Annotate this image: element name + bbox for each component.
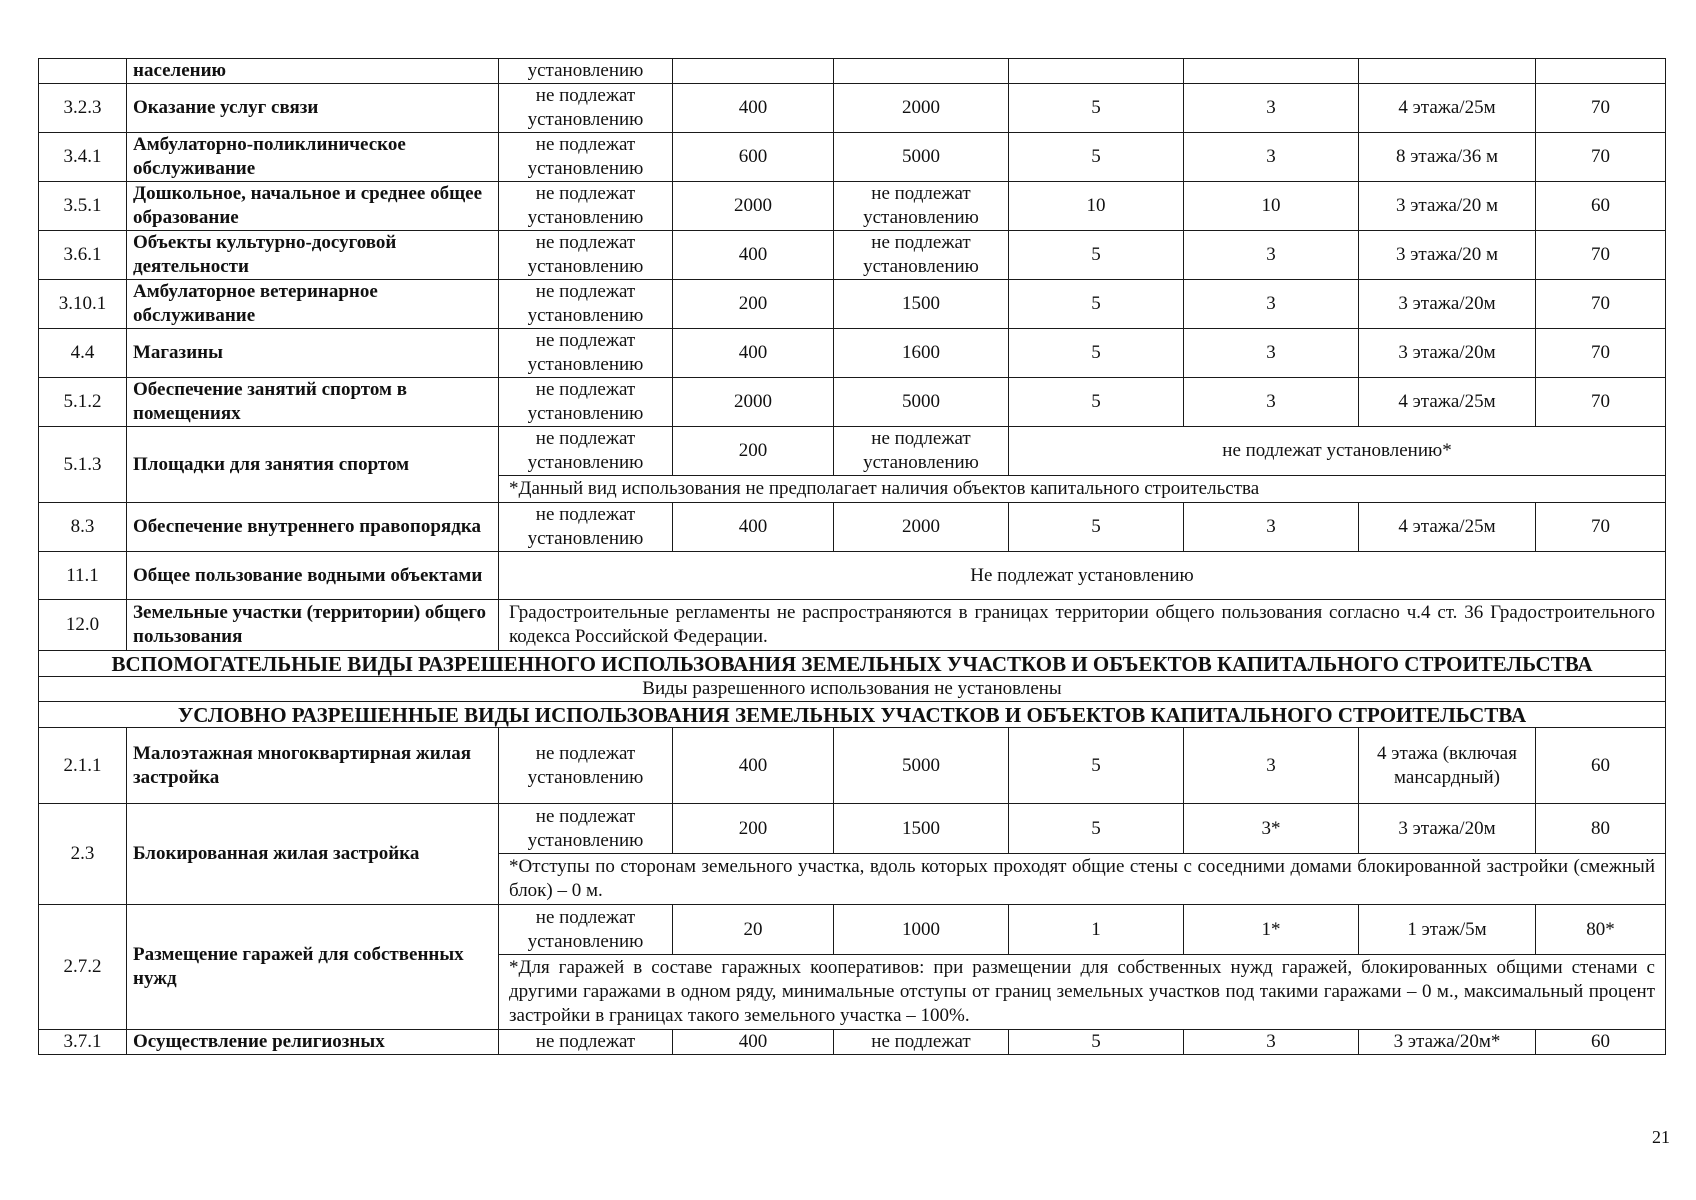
max-area-cell: 5000 (834, 378, 1009, 427)
setback-front-cell: 5 (1009, 84, 1184, 133)
setback-side-cell: 3 (1184, 503, 1359, 552)
setback-side-cell: 3 (1184, 133, 1359, 182)
row-code: 3.2.3 (39, 84, 127, 133)
coverage-cell: 70 (1536, 503, 1666, 552)
row-code: 2.1.1 (39, 728, 127, 804)
section-title-conditional: УСЛОВНО РАЗРЕШЕННЫЕ ВИДЫ ИСПОЛЬЗОВАНИЯ ЗЕМЕЛЬНЫХ УЧАСТКОВ И ОБЪЕКТОВ КАПИТАЛЬНОГО СТРОИТЕЛЬСТВА (39, 702, 1666, 728)
section-header-row (39, 651, 1666, 677)
row-name: Обеспечение занятий спортом в помещениях (127, 378, 499, 427)
height-cell: 8 этажа/36 м (1359, 133, 1536, 182)
row-name: Малоэтажная многоквартирная жилая застройка (127, 728, 499, 804)
setback-front-cell: 5 (1009, 378, 1184, 427)
min-width-cell: установлению (499, 59, 673, 84)
row-code (39, 59, 127, 84)
coverage-cell (1536, 59, 1666, 84)
row-code: 11.1 (39, 552, 127, 600)
min-area-cell (673, 59, 834, 84)
height-cell: 1 этаж/5м (1359, 905, 1536, 955)
merged-params-cell: Градостроительные регламенты не распространяются в границах территории общего пользования согласно ч.4 ст. 36 Градостроительного кодекса Российской Федерации. (499, 600, 1666, 651)
row-code: 2.3 (39, 804, 127, 905)
max-area-cell: 2000 (834, 503, 1009, 552)
min-width-cell: не подлежат установлению (499, 231, 673, 280)
section-note: Виды разрешенного использования не установлены (39, 677, 1666, 702)
coverage-cell: 60 (1536, 728, 1666, 804)
min-area-cell: 400 (673, 728, 834, 804)
setback-side-cell (1184, 59, 1359, 84)
coverage-cell: 70 (1536, 133, 1666, 182)
max-area-cell: 1000 (834, 905, 1009, 955)
min-area-cell: 400 (673, 329, 834, 378)
table-row (39, 231, 1666, 280)
setback-front-cell: 5 (1009, 804, 1184, 854)
row-name: Блокированная жилая застройка (127, 804, 499, 905)
row-note: *Для гаражей в составе гаражных кооперативов: при размещении для собственных нужд гаражей, блокированных общими стенами с другими гаражами в одном ряду, минимальные отступы от границ земельных участков под такими гаражами – 0 м., максимальный процент застройки в границах такого земельного участка – 100%. (499, 955, 1666, 1030)
table-row (39, 427, 1666, 476)
min-width-cell: не подлежат установлению (499, 133, 673, 182)
min-width-cell: не подлежат установлению (499, 905, 673, 955)
row-code: 3.6.1 (39, 231, 127, 280)
min-area-cell: 400 (673, 231, 834, 280)
row-code: 3.7.1 (39, 1030, 127, 1055)
row-name: Объекты культурно-досуговой деятельности (127, 231, 499, 280)
setback-front-cell: 10 (1009, 182, 1184, 231)
min-area-cell: 600 (673, 133, 834, 182)
row-name: Дошкольное, начальное и среднее общее образование (127, 182, 499, 231)
max-area-cell: не подлежат установлению (834, 427, 1009, 476)
table-row (39, 59, 1666, 84)
row-code: 8.3 (39, 503, 127, 552)
setback-side-cell: 3 (1184, 231, 1359, 280)
min-width-cell: не подлежат (499, 1030, 673, 1055)
min-area-cell: 200 (673, 427, 834, 476)
setback-side-cell: 3 (1184, 84, 1359, 133)
coverage-cell: 70 (1536, 231, 1666, 280)
height-cell (1359, 59, 1536, 84)
row-name: Общее пользование водными объектами (127, 552, 499, 600)
row-name: Площадки для занятия спортом (127, 427, 499, 503)
height-cell: 3 этажа/20м (1359, 329, 1536, 378)
setback-side-cell: 10 (1184, 182, 1359, 231)
land-use-regulations-table (38, 58, 1666, 1055)
setback-front-cell (1009, 59, 1184, 84)
setback-side-cell: 3* (1184, 804, 1359, 854)
coverage-cell: 80 (1536, 804, 1666, 854)
min-width-cell: не подлежат установлению (499, 427, 673, 476)
max-area-cell: не подлежат установлению (834, 231, 1009, 280)
coverage-cell: 70 (1536, 84, 1666, 133)
height-cell: 3 этажа/20 м (1359, 231, 1536, 280)
row-name: Оказание услуг связи (127, 84, 499, 133)
table-row (39, 728, 1666, 804)
min-area-cell: 2000 (673, 182, 834, 231)
max-area-cell: 5000 (834, 133, 1009, 182)
min-area-cell: 2000 (673, 378, 834, 427)
max-area-cell: 1500 (834, 280, 1009, 329)
min-area-cell: 400 (673, 84, 834, 133)
row-code: 3.4.1 (39, 133, 127, 182)
min-area-cell: 20 (673, 905, 834, 955)
row-name: Обеспечение внутреннего правопорядка (127, 503, 499, 552)
min-width-cell: не подлежат установлению (499, 84, 673, 133)
min-area-cell: 200 (673, 804, 834, 854)
setback-side-cell: 3 (1184, 1030, 1359, 1055)
setback-front-cell: 5 (1009, 133, 1184, 182)
page-number: 21 (1652, 1127, 1670, 1147)
max-area-cell: 2000 (834, 84, 1009, 133)
table-row (39, 552, 1666, 600)
table-row (39, 84, 1666, 133)
row-name: Земельные участки (территории) общего пользования (127, 600, 499, 651)
setback-front-cell: 1 (1009, 905, 1184, 955)
row-code: 5.1.3 (39, 427, 127, 503)
setback-front-cell: 5 (1009, 231, 1184, 280)
row-name: Амбулаторно-поликлиническое обслуживание (127, 133, 499, 182)
coverage-cell: 60 (1536, 182, 1666, 231)
row-code: 5.1.2 (39, 378, 127, 427)
merged-params-cell: Не подлежат установлению (499, 552, 1666, 600)
max-area-cell (834, 59, 1009, 84)
row-code: 3.5.1 (39, 182, 127, 231)
setback-side-cell: 3 (1184, 280, 1359, 329)
coverage-cell: 80* (1536, 905, 1666, 955)
setback-front-cell: 5 (1009, 728, 1184, 804)
min-width-cell: не подлежат установлению (499, 182, 673, 231)
row-name: Осуществление религиозных (127, 1030, 499, 1055)
row-name: Магазины (127, 329, 499, 378)
min-area-cell: 400 (673, 503, 834, 552)
max-area-cell: не подлежат (834, 1030, 1009, 1055)
setback-front-cell: 5 (1009, 503, 1184, 552)
min-area-cell: 400 (673, 1030, 834, 1055)
row-code: 12.0 (39, 600, 127, 651)
table-row (39, 600, 1666, 651)
row-note: *Данный вид использования не предполагает наличия объектов капитального строительства (499, 476, 1666, 503)
setback-front-cell: 5 (1009, 329, 1184, 378)
max-area-cell: не подлежат установлению (834, 182, 1009, 231)
setback-front-cell: 5 (1009, 280, 1184, 329)
table-row (39, 133, 1666, 182)
setback-side-cell: 1* (1184, 905, 1359, 955)
table-row (39, 280, 1666, 329)
coverage-cell: 70 (1536, 378, 1666, 427)
height-cell: 4 этажа/25м (1359, 378, 1536, 427)
section-header-row (39, 702, 1666, 728)
coverage-cell: 70 (1536, 280, 1666, 329)
height-cell: 3 этажа/20 м (1359, 182, 1536, 231)
setback-side-cell: 3 (1184, 378, 1359, 427)
row-note: *Отступы по сторонам земельного участка, вдоль которых проходят общие стены с соседними домами блокированной застройки (смежный блок) – 0 м. (499, 854, 1666, 905)
min-width-cell: не подлежат установлению (499, 329, 673, 378)
height-cell: 4 этажа/25м (1359, 503, 1536, 552)
section-title-auxiliary: ВСПОМОГАТЕЛЬНЫЕ ВИДЫ РАЗРЕШЕННОГО ИСПОЛЬЗОВАНИЯ ЗЕМЕЛЬНЫХ УЧАСТКОВ И ОБЪЕКТОВ КАПИТАЛЬНОГО СТРОИТЕЛЬСТВА (39, 651, 1666, 677)
table-row (39, 503, 1666, 552)
merged-params-cell: не подлежат установлению* (1009, 427, 1666, 476)
min-width-cell: не подлежат установлению (499, 503, 673, 552)
table-row (39, 378, 1666, 427)
row-name: Амбулаторное ветеринарное обслуживание (127, 280, 499, 329)
min-width-cell: не подлежат установлению (499, 804, 673, 854)
max-area-cell: 5000 (834, 728, 1009, 804)
height-cell: 3 этажа/20м (1359, 804, 1536, 854)
coverage-cell: 70 (1536, 329, 1666, 378)
max-area-cell: 1500 (834, 804, 1009, 854)
row-name: Размещение гаражей для собственных нужд (127, 905, 499, 1030)
table-row (39, 1030, 1666, 1055)
height-cell: 3 этажа/20м (1359, 280, 1536, 329)
min-width-cell: не подлежат установлению (499, 378, 673, 427)
row-code: 2.7.2 (39, 905, 127, 1030)
max-area-cell: 1600 (834, 329, 1009, 378)
coverage-cell: 60 (1536, 1030, 1666, 1055)
min-width-cell: не подлежат установлению (499, 728, 673, 804)
min-area-cell: 200 (673, 280, 834, 329)
table-row (39, 804, 1666, 854)
min-width-cell: не подлежат установлению (499, 280, 673, 329)
height-cell: 4 этажа (включая мансардный) (1359, 728, 1536, 804)
height-cell: 3 этажа/20м* (1359, 1030, 1536, 1055)
row-code: 3.10.1 (39, 280, 127, 329)
setback-side-cell: 3 (1184, 329, 1359, 378)
table-row (39, 182, 1666, 231)
height-cell: 4 этажа/25м (1359, 84, 1536, 133)
table-row (39, 905, 1666, 955)
section-note-row (39, 677, 1666, 702)
setback-front-cell: 5 (1009, 1030, 1184, 1055)
row-name: населению (127, 59, 499, 84)
setback-side-cell: 3 (1184, 728, 1359, 804)
row-code: 4.4 (39, 329, 127, 378)
table-row (39, 329, 1666, 378)
